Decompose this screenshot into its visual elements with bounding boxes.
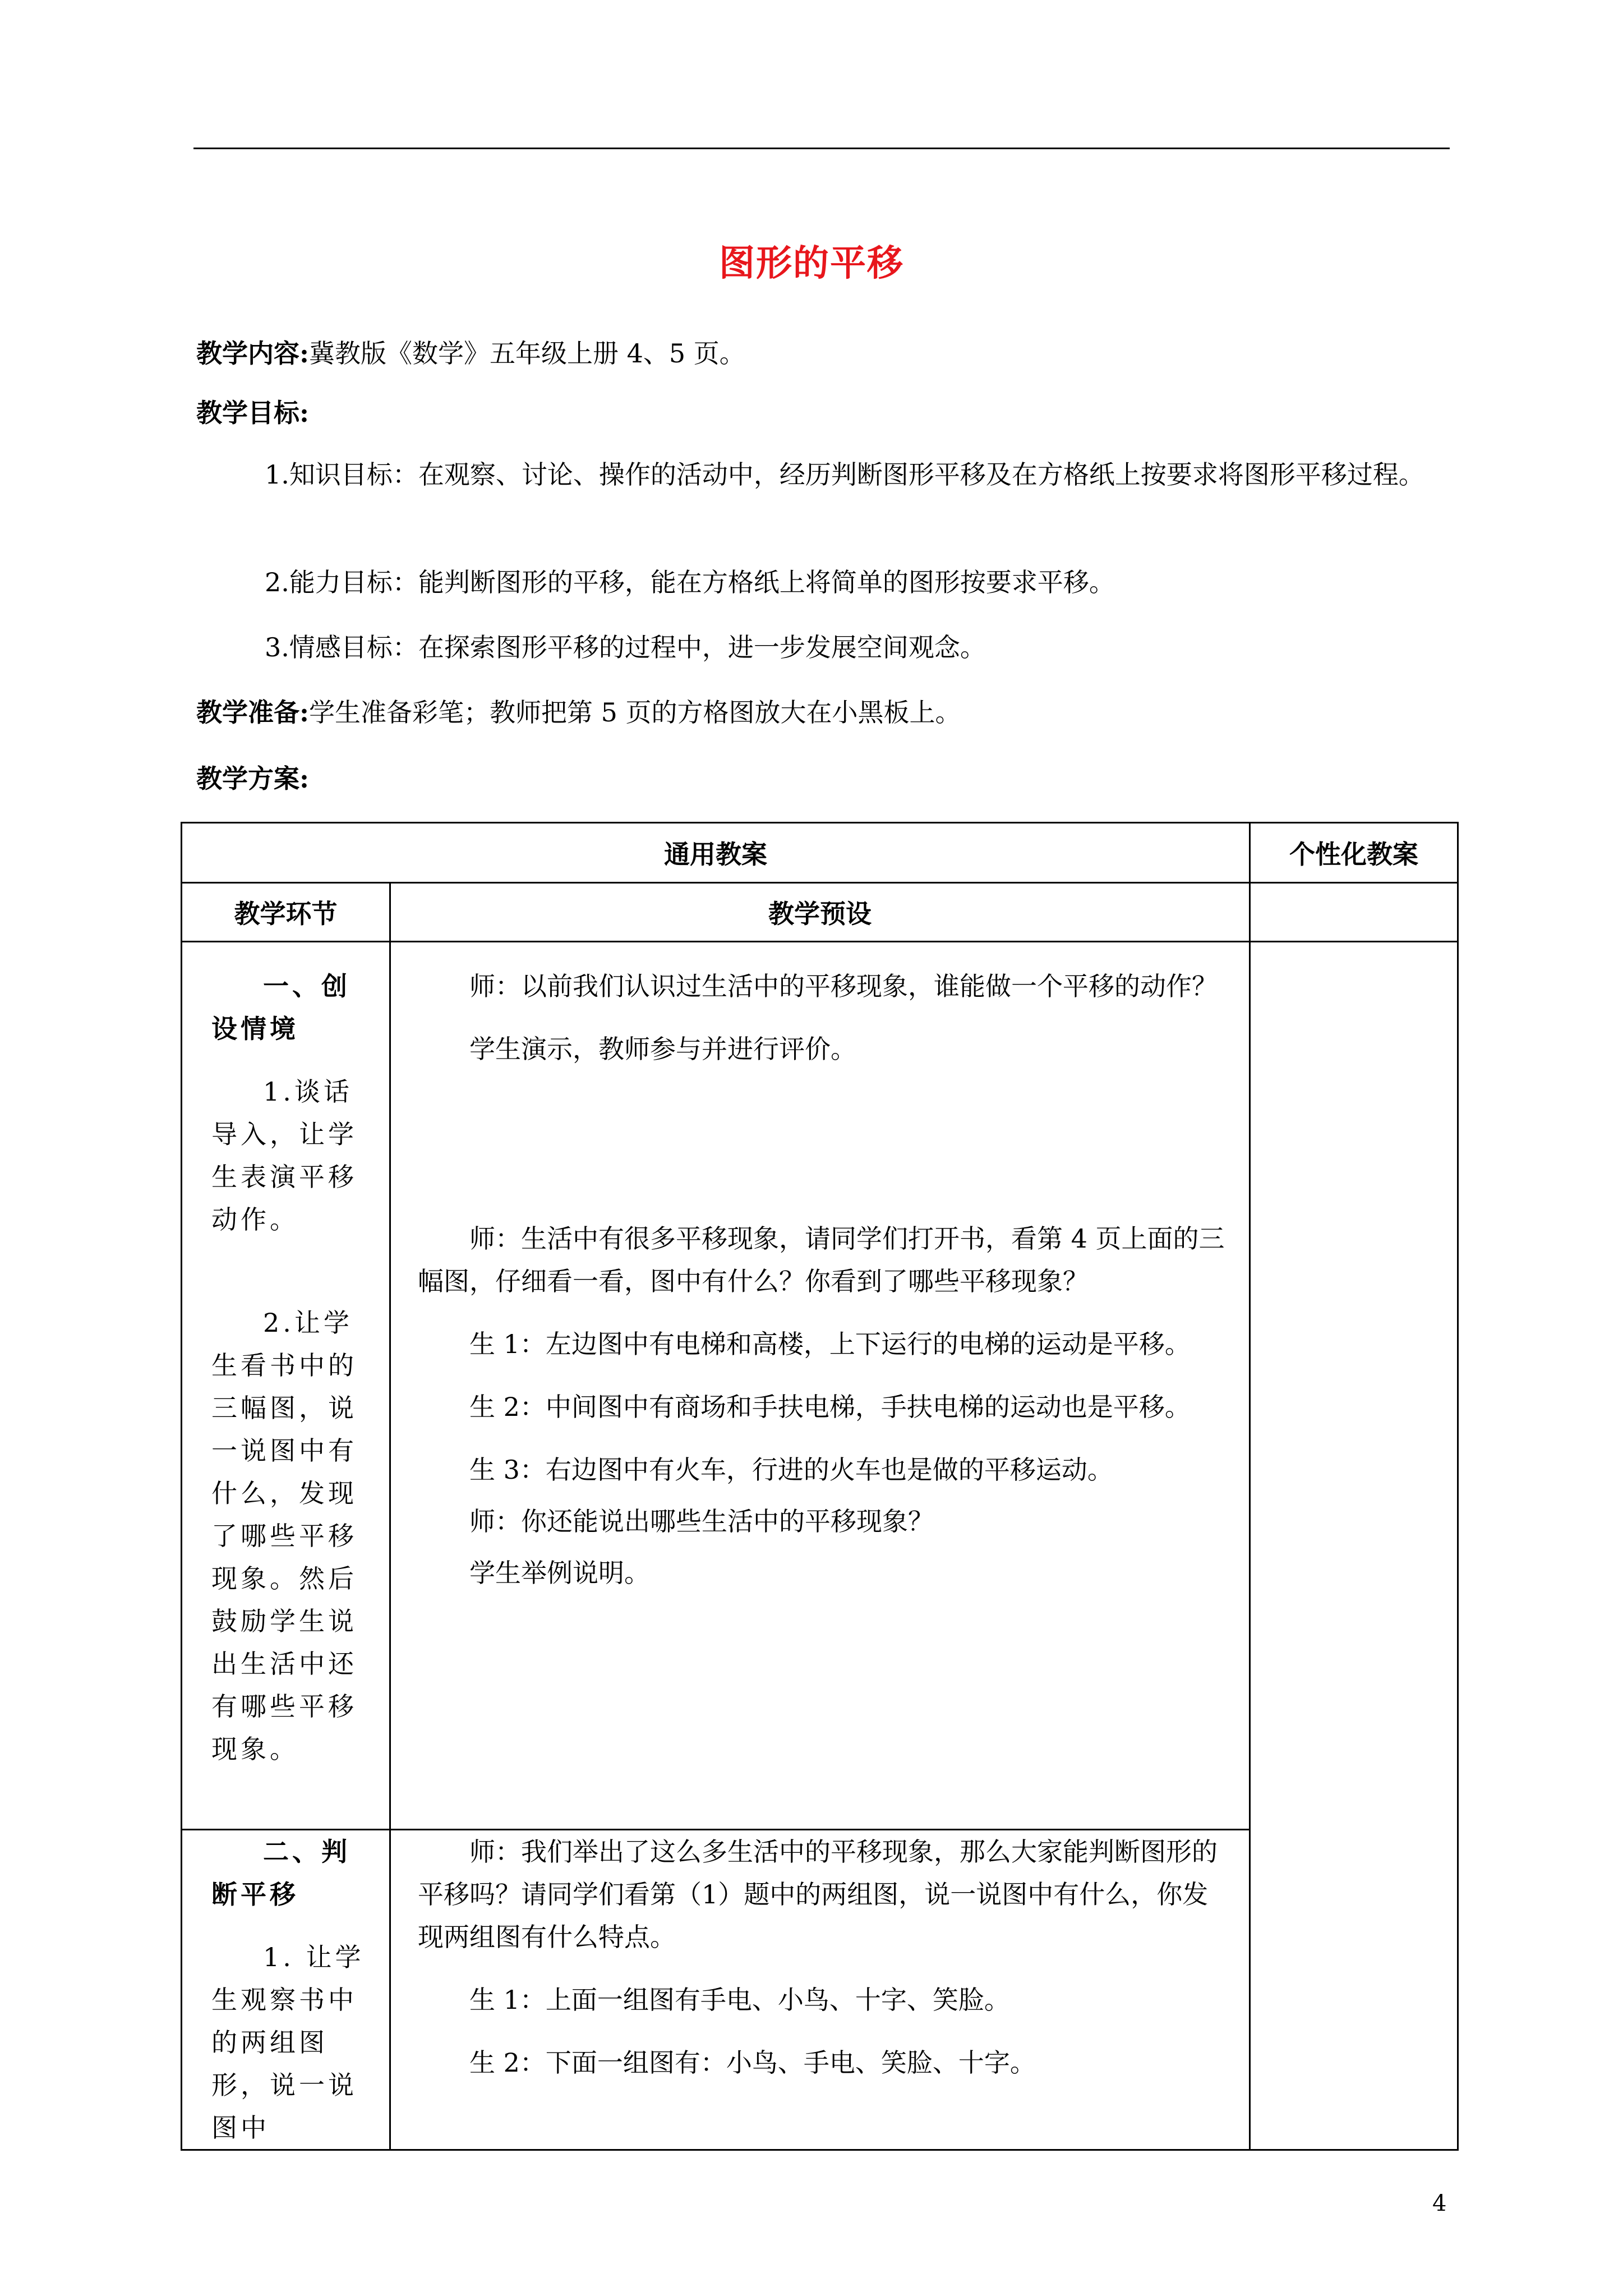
goals-label: 教学目标: <box>196 398 309 428</box>
s2-line-3: 生 2：下面一组图有：小鸟、手电、笑脸、十字。 <box>469 2047 1036 2078</box>
s1-line-1: 师：以前我们认识过生活中的平移现象，谁能做一个平移的动作？ <box>469 971 1218 1001</box>
header-personal: 个性化教案 <box>1250 823 1458 883</box>
s1-line-4: 生 1：左边图中有电梯和高楼，上下运行的电梯的运动是平移。 <box>469 1329 1191 1359</box>
s1-line-2: 学生演示，教师参与并进行评价。 <box>469 1034 856 1064</box>
s1-line-5: 生 2：中间图中有商场和手扶电梯，手扶电梯的运动也是平移。 <box>469 1392 1191 1422</box>
prep-label: 教学准备: <box>196 697 309 728</box>
personal-plan-cell <box>1250 942 1458 2150</box>
s1-line-7: 师：你还能说出哪些生活中的平移现象？ <box>469 1506 934 1536</box>
personal-empty-header <box>1250 883 1458 942</box>
content-label: 教学内容: <box>196 338 309 369</box>
content-line <box>196 332 1447 375</box>
goal-item-3: 3.情感目标：在探索图形平移的过程中，进一步发展空间观念。 <box>265 632 986 662</box>
section1-title: 一、创设情境 <box>211 971 351 1044</box>
prep-line <box>196 691 1447 734</box>
goal-item-2: 2.能力目标：能判断图形的平移，能在方格纸上将简单的图形按要求平移。 <box>265 567 1115 597</box>
section2-title: 二、判断平移 <box>211 1837 351 1910</box>
s1-line-8: 学生举例说明。 <box>469 1558 650 1588</box>
header-rule <box>193 148 1450 149</box>
content-text: 冀教版《数学》五年级上册 4、5 页。 <box>308 338 745 369</box>
s1-line-3: 师：生活中有很多平移现象，请同学们打开书，看第 4 页上面的三幅图，仔细看一看，图中有什么？你看到了哪些平移现象？ <box>418 1223 1225 1296</box>
section2-step-cell <box>182 1830 390 2150</box>
col-preset-header: 教学预设 <box>390 883 1250 942</box>
s1-line-6: 生 3：右边图中有火车，行进的火车也是做的平移运动。 <box>469 1455 1113 1485</box>
section2-step1: 1. 让学生观察书中的两组图形，说一说图中 <box>211 1942 365 2143</box>
header-general: 通用教案 <box>182 823 1250 883</box>
s2-line-1: 师：我们举出了这么多生活中的平移现象，那么大家能判断图形的平移吗？请同学们看第（1）题中的两组图，说一说图中有什么，你发现两组图有什么特点。 <box>418 1837 1218 1952</box>
section1-step-cell <box>182 942 390 1830</box>
page-number: 4 <box>1432 2191 1447 2216</box>
section1-step1: 1.谈话导入，让学生表演平移动作。 <box>211 1076 357 1235</box>
prep-text: 学生准备彩笔；教师把第 5 页的方格图放大在小黑板上。 <box>308 697 961 728</box>
section1-step2: 2.让学生看书中的三幅图，说一说图中有什么，发现了哪些平移现象。然后鼓励学生说出生活中还有哪些平移现象。 <box>211 1308 357 1764</box>
page-title: 图形的平移 <box>719 242 904 284</box>
section1-preset-cell <box>390 942 1250 1830</box>
s2-line-2: 生 1：上面一组图有手电、小鸟、十字、笑脸。 <box>469 1985 1010 2015</box>
plan-label: 教学方案: <box>196 763 309 794</box>
col-step-header: 教学环节 <box>182 883 390 942</box>
section2-preset-cell <box>390 1830 1250 2150</box>
goal-item-1: 1.知识目标：在观察、讨论、操作的活动中，经历判断图形平移及在方格纸上按要求将图形平移过程。 <box>265 459 1424 490</box>
lesson-plan-table <box>181 822 1459 2151</box>
